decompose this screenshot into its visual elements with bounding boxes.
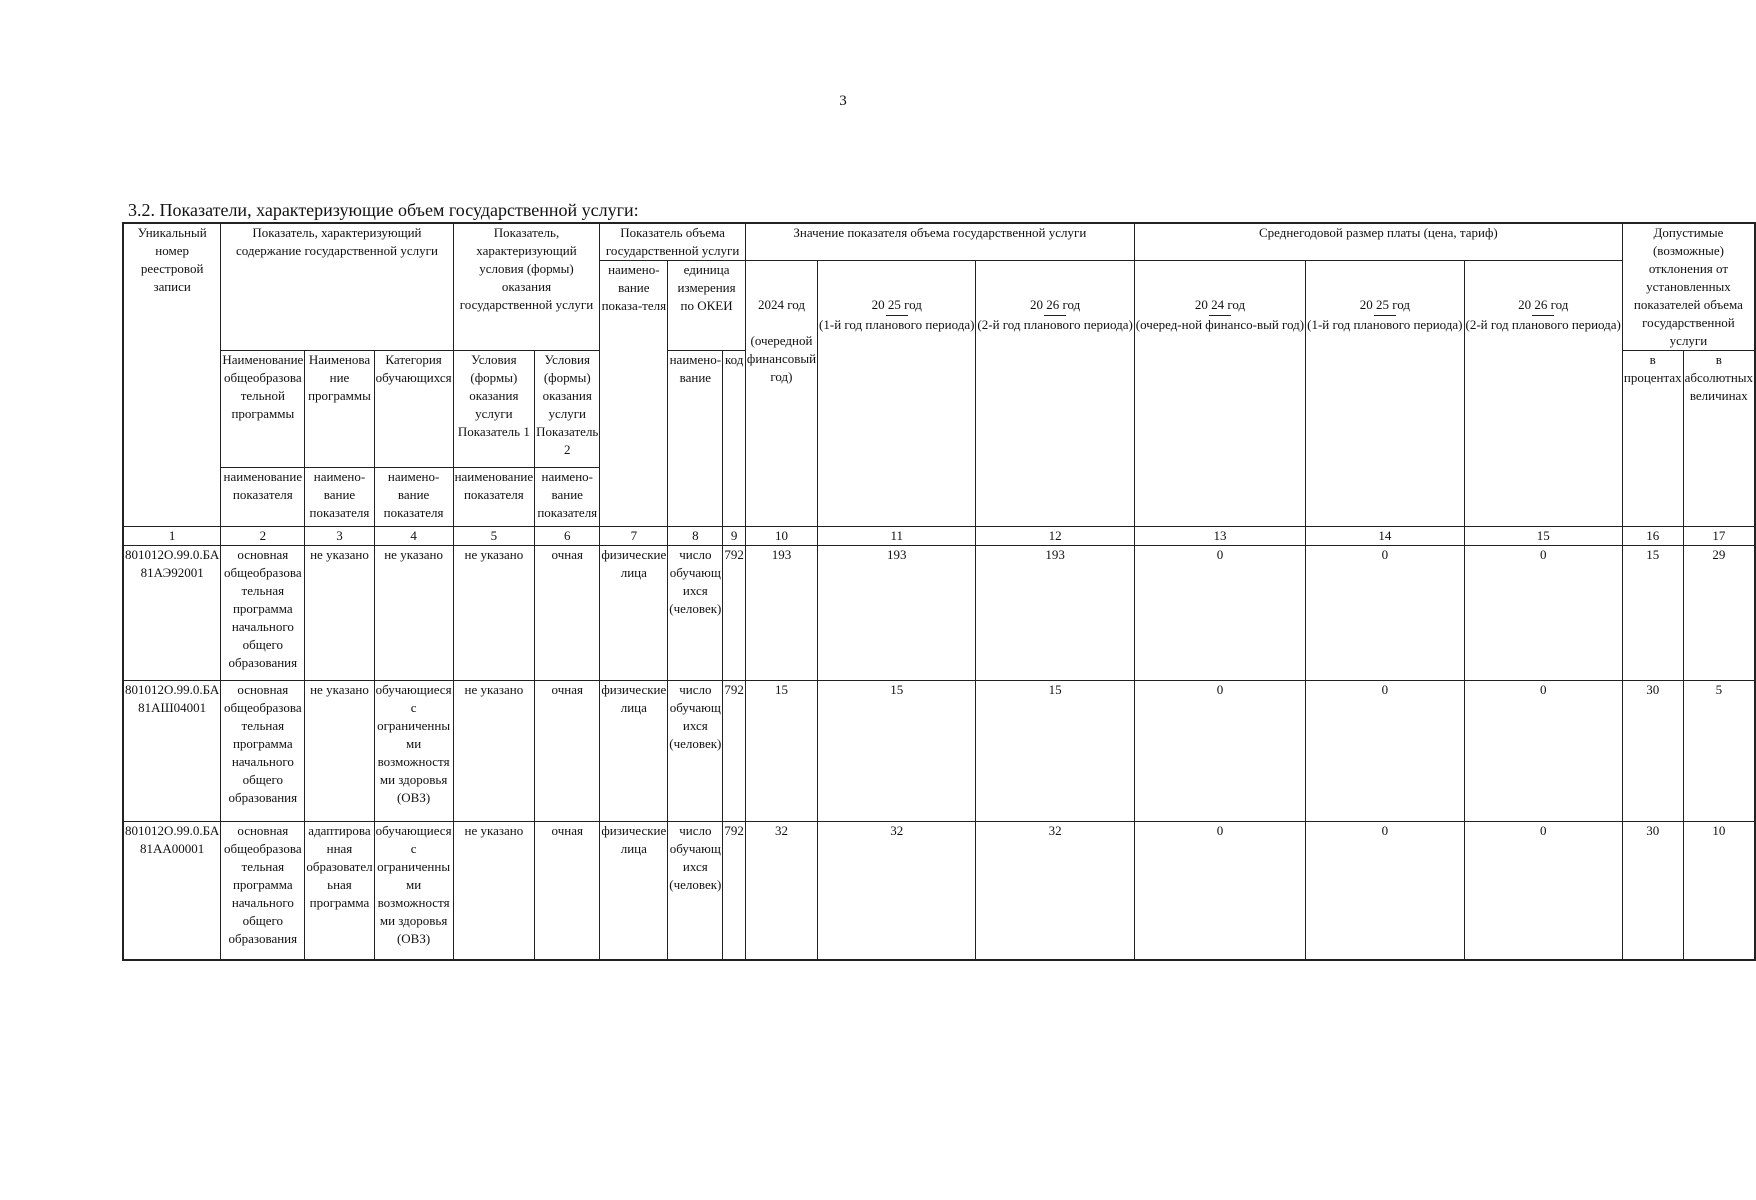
name-label: наимено-вание показателя (535, 468, 600, 527)
column-number: 2 (221, 527, 305, 546)
sub-category: Категория обучающихся (374, 351, 453, 468)
table-row (123, 822, 1755, 960)
column-number: 17 (1683, 527, 1755, 546)
column-number: 3 (305, 527, 374, 546)
condition-2-cell: очная (535, 681, 600, 822)
sub-condition-2: Условия (формы) оказания услуги Показатель 2 (535, 351, 600, 468)
column-number: 9 (723, 527, 746, 546)
value-2025-cell: 15 (818, 681, 976, 822)
column-number: 14 (1306, 527, 1464, 546)
column-number: 15 (1464, 527, 1622, 546)
value-year-current: 2024 год (757, 297, 805, 312)
condition-2-cell: очная (535, 546, 600, 681)
fee-2024-cell: 0 (1134, 546, 1305, 681)
column-number: 10 (745, 527, 817, 546)
underline-mark (1532, 315, 1554, 316)
registry-code: 801012О.99.0.БА 81АЭ92001 (123, 546, 221, 681)
header-dev-absolute: в абсолютных величинах (1683, 351, 1755, 527)
header-fee-2025 (1306, 261, 1464, 527)
deviation-absolute-cell: 10 (1683, 822, 1755, 960)
program-name-cell: не указано (305, 546, 374, 681)
fee-year-1: 20 25 год (1359, 297, 1410, 312)
value-2026-cell: 15 (976, 681, 1134, 822)
value-2026-cell: 193 (976, 546, 1134, 681)
value-2025-cell: 32 (818, 822, 976, 960)
fee-2025-cell: 0 (1306, 546, 1464, 681)
volume-indicators-table (122, 222, 1756, 961)
header-content-indicator: Показатель, характеризующий содержание государственной услуги (221, 223, 453, 351)
name-label: наименование показателя (453, 468, 535, 527)
sub-condition-1: Условия (формы) оказания услуги Показатель 1 (453, 351, 535, 468)
header-dev-percent: в процентах (1622, 351, 1683, 527)
okei-code-cell: 792 (723, 681, 746, 822)
program-cell: основная общеобразова тельная программа начального общего образования (221, 546, 305, 681)
header-unit-code: код (723, 351, 746, 527)
value-year-1: 20 25 год (871, 297, 922, 312)
registry-code: 801012О.99.0.БА 81АШ04001 (123, 681, 221, 822)
deviation-absolute-cell: 5 (1683, 681, 1755, 822)
name-label: наимено-вание показателя (305, 468, 374, 527)
header-fee-2026 (1464, 261, 1622, 527)
column-number-row (123, 527, 1755, 546)
underline-mark (1209, 315, 1231, 316)
program-name-cell: адаптирова нная образовател ьная программа (305, 822, 374, 960)
fee-year-1-note: (1-й год планового периода) (1307, 317, 1463, 332)
value-year-1-note: (1-й год планового периода) (819, 317, 975, 332)
underline-mark (886, 315, 908, 316)
section-title: 3.2. Показатели, характеризующие объем государственной услуги: (128, 200, 639, 220)
page-number: 3 (839, 93, 847, 109)
unit-cell: число обучающ ихся (человек) (668, 546, 723, 681)
column-number: 4 (374, 527, 453, 546)
program-cell: основная общеобразова тельная программа начального общего образования (221, 681, 305, 822)
fee-2026-cell: 0 (1464, 546, 1622, 681)
fee-2024-cell: 0 (1134, 681, 1305, 822)
deviation-percent-cell: 30 (1622, 822, 1683, 960)
header-volume-indicator: Показатель объема государственной услуги (600, 223, 746, 261)
program-cell: основная общеобразова тельная программа начального общего образования (221, 822, 305, 960)
category-cell: не указано (374, 546, 453, 681)
unit-cell: число обучающ ихся (человек) (668, 681, 723, 822)
deviation-percent-cell: 15 (1622, 546, 1683, 681)
okei-code-cell: 792 (723, 822, 746, 960)
indicator-cell: физические лица (600, 546, 668, 681)
indicator-cell: физические лица (600, 822, 668, 960)
name-label: наимено-вание показателя (374, 468, 453, 527)
registry-code: 801012О.99.0.БА 81АА00001 (123, 822, 221, 960)
name-label: наименование показателя (221, 468, 305, 527)
header-value-2024 (745, 261, 817, 527)
table-row (123, 546, 1755, 681)
value-2024-cell: 193 (745, 546, 817, 681)
value-year-current-note: (очередной финансовый год) (746, 333, 817, 384)
underline-mark (1374, 315, 1396, 316)
condition-1-cell: не указано (453, 681, 535, 822)
fee-2026-cell: 0 (1464, 822, 1622, 960)
column-number: 5 (453, 527, 535, 546)
column-number: 13 (1134, 527, 1305, 546)
unit-cell: число обучающ ихся (человек) (668, 822, 723, 960)
header-fee-2024 (1134, 261, 1305, 527)
indicator-cell: физические лица (600, 681, 668, 822)
condition-1-cell: не указано (453, 822, 535, 960)
table-row (123, 681, 1755, 822)
category-cell: обучающиеся с ограниченны ми возможностя ми здоровья (ОВЗ) (374, 681, 453, 822)
column-number: 11 (818, 527, 976, 546)
column-number: 6 (535, 527, 600, 546)
value-year-2-note: (2-й год планового периода) (977, 317, 1133, 332)
header-volume-value: Значение показателя объема государственной услуги (745, 223, 1134, 261)
value-2024-cell: 32 (745, 822, 817, 960)
fee-2025-cell: 0 (1306, 681, 1464, 822)
condition-1-cell: не указано (453, 546, 535, 681)
fee-year-2: 20 26 год (1518, 297, 1569, 312)
value-2026-cell: 32 (976, 822, 1134, 960)
header-indicator-name: наимено-вание показа-теля (600, 261, 668, 527)
category-cell: обучающиеся с ограниченны ми возможностя ми здоровья (ОВЗ) (374, 822, 453, 960)
column-number: 1 (123, 527, 221, 546)
fee-2024-cell: 0 (1134, 822, 1305, 960)
fee-year-current-note: (очеред-ной финансо-вый год) (1135, 317, 1305, 332)
condition-2-cell: очная (535, 822, 600, 960)
fee-2026-cell: 0 (1464, 681, 1622, 822)
header-conditions-indicator: Показатель, характеризующий условия (формы) оказания государственной услуги (453, 223, 600, 351)
sub-program-name: Наименование общеобразова тельной программы (221, 351, 305, 468)
column-number: 8 (668, 527, 723, 546)
column-number: 16 (1622, 527, 1683, 546)
header-unit-name: наимено-вание (668, 351, 723, 527)
fee-2025-cell: 0 (1306, 822, 1464, 960)
header-deviations: Допустимые (возможные) отклонения от установленных показателей объема государственной услуги (1622, 223, 1755, 351)
header-unit-okei: единица измерения по ОКЕИ (668, 261, 746, 351)
column-number: 7 (600, 527, 668, 546)
fee-year-2-note: (2-й год планового периода) (1465, 317, 1621, 332)
value-2024-cell: 15 (745, 681, 817, 822)
deviation-percent-cell: 30 (1622, 681, 1683, 822)
okei-code-cell: 792 (723, 546, 746, 681)
value-2025-cell: 193 (818, 546, 976, 681)
header-value-2026 (976, 261, 1134, 527)
fee-year-current: 20 24 год (1194, 297, 1246, 312)
header-value-2025 (818, 261, 976, 527)
underline-mark (1044, 315, 1066, 316)
sub-program: Наименова ние программы (305, 351, 374, 468)
deviation-absolute-cell: 29 (1683, 546, 1755, 681)
program-name-cell: не указано (305, 681, 374, 822)
header-unique-number: Уникальный номер реестровой записи (123, 223, 221, 527)
value-year-2: 20 26 год (1029, 297, 1081, 312)
header-average-fee: Среднегодовой размер платы (цена, тариф) (1134, 223, 1622, 261)
column-number: 12 (976, 527, 1134, 546)
